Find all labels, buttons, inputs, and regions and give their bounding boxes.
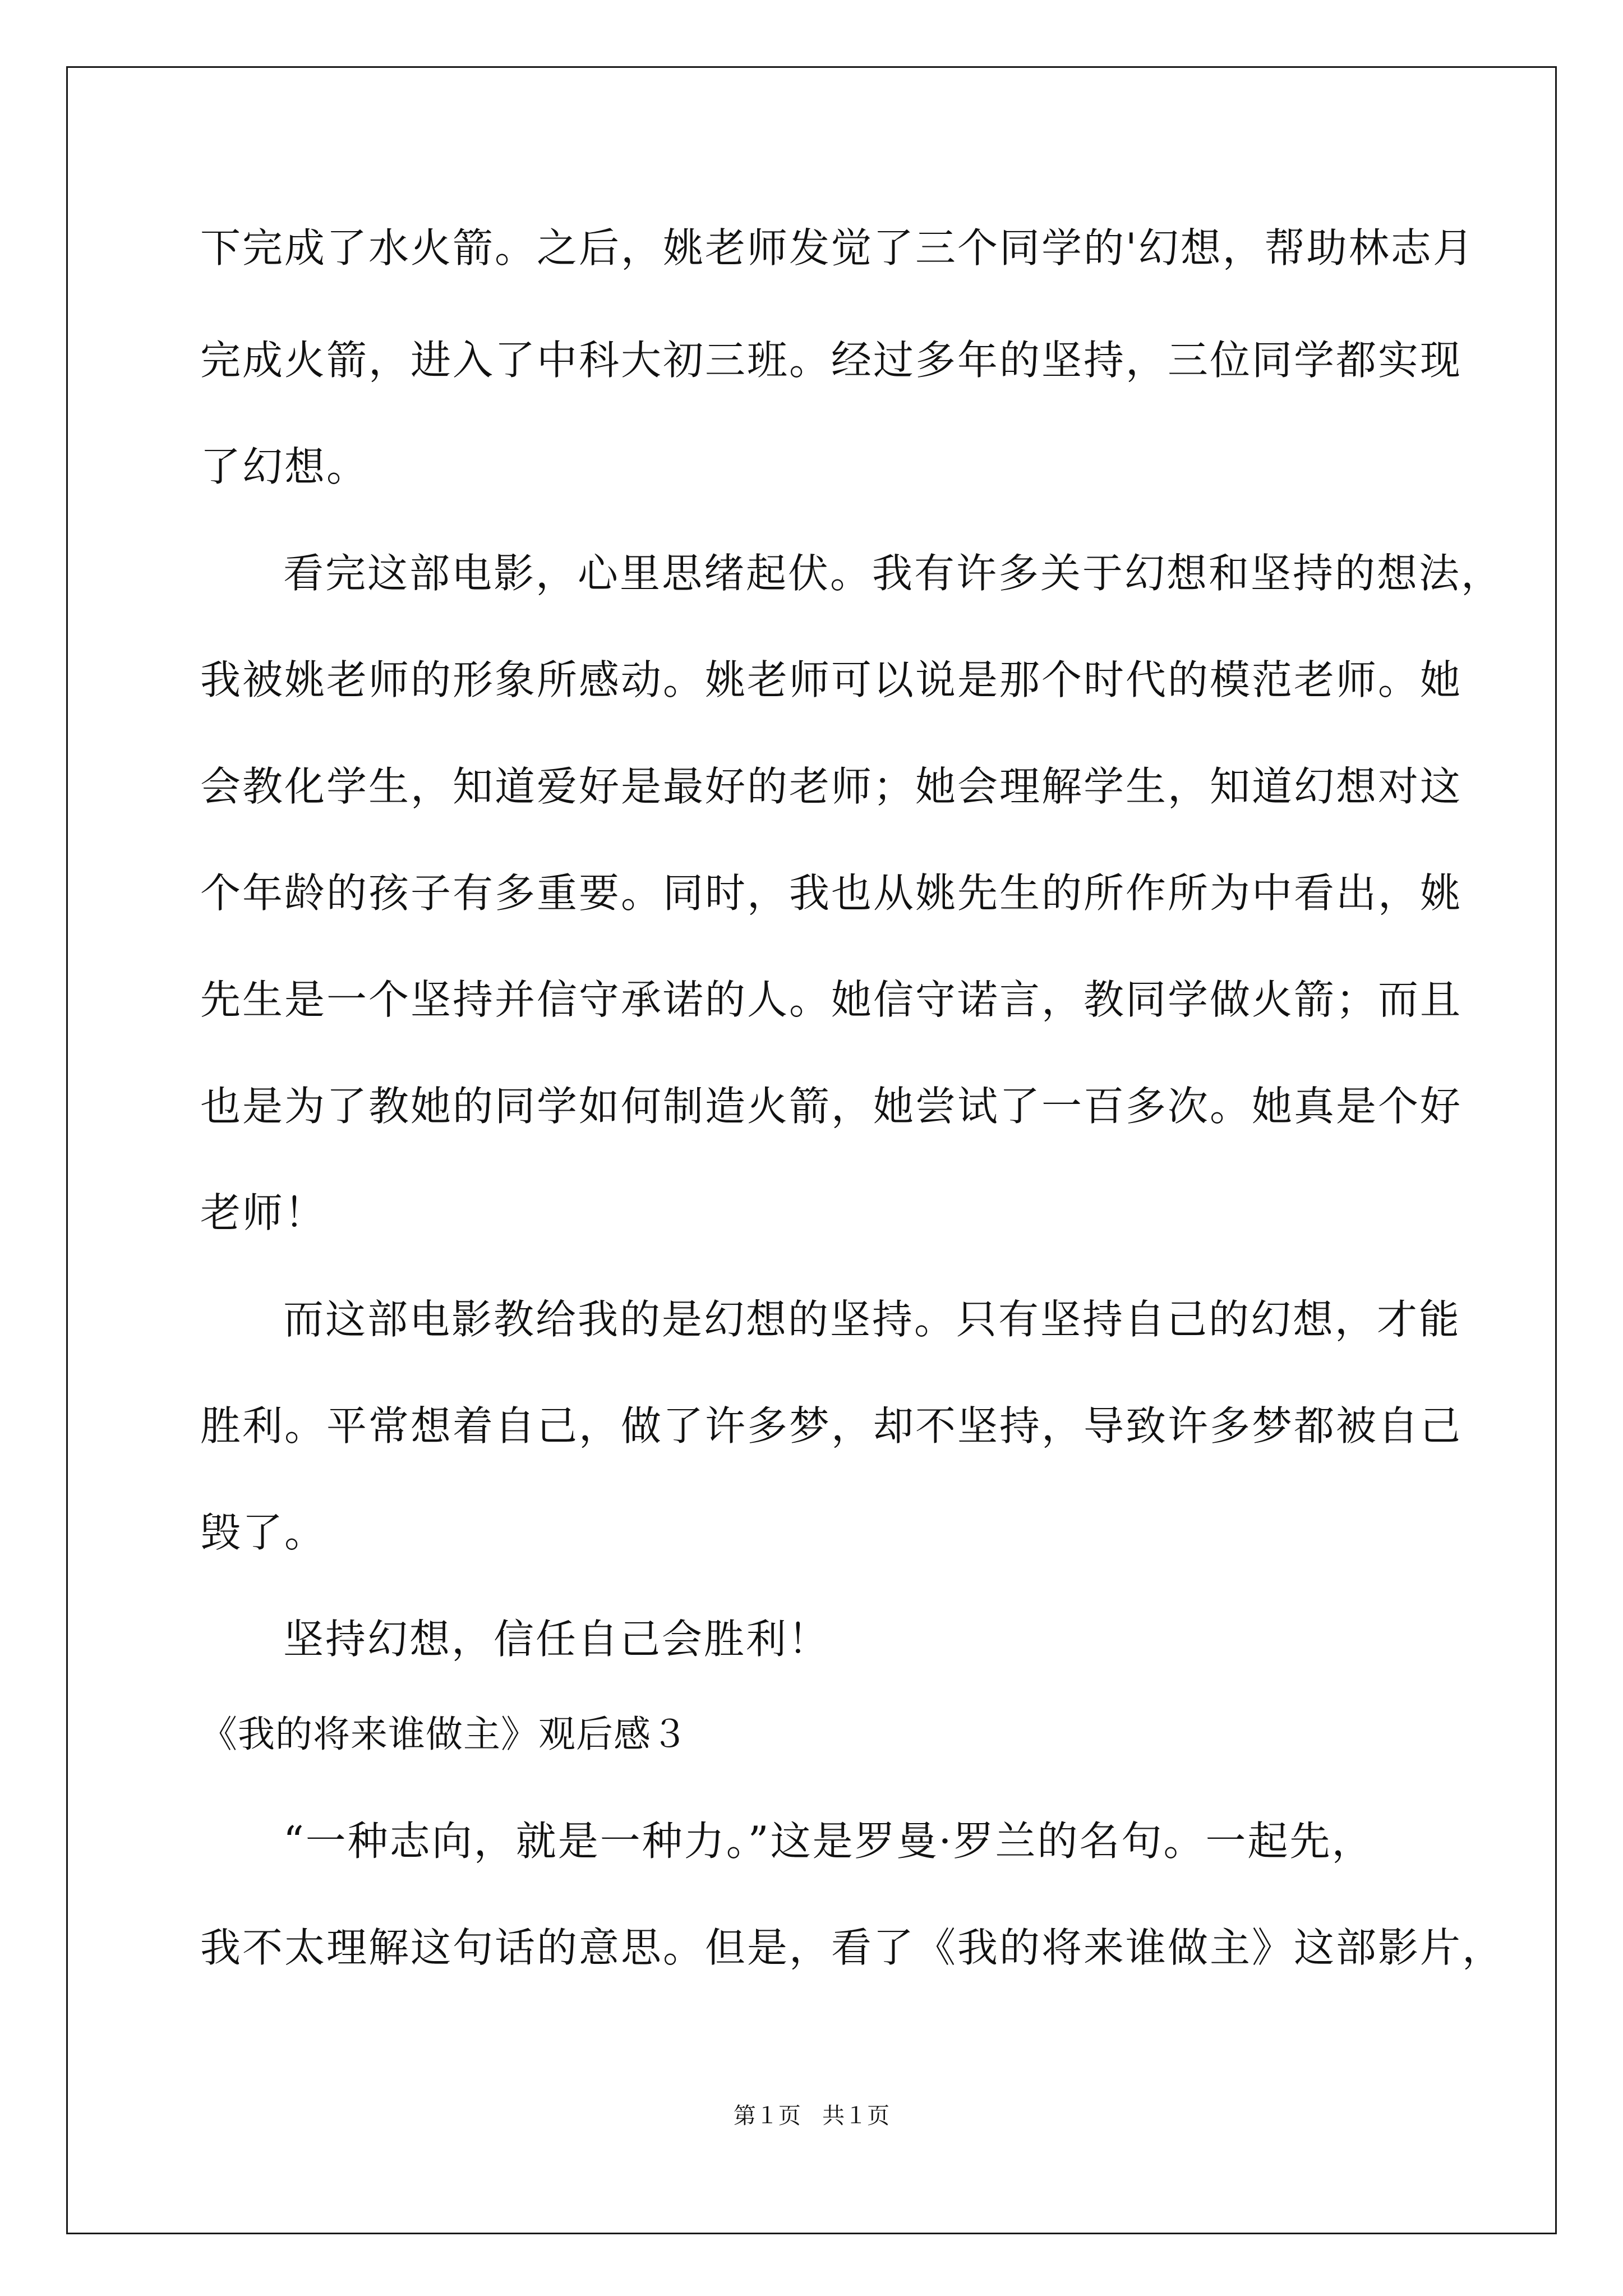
section-heading: 《我的将来谁做主》观后感３ <box>200 1713 689 1756</box>
text-line: 先生是一个坚持并信守承诺的人。她信守诺言，教同学做火箭；而且 <box>200 976 1463 1023</box>
text-line: 完成火箭，进入了中科大初三班。经过多年的坚持，三位同学都实现 <box>200 337 1463 384</box>
text-line: 毁了。 <box>200 1509 327 1556</box>
text-line: 个年龄的孩子有多重要。同时，我也从姚先生的所作所为中看出，姚 <box>200 869 1463 917</box>
paragraph-start-line: 而这部电影教给我的是幻想的坚持。只有坚持自己的幻想，才能 <box>283 1296 1461 1343</box>
text-line: 胜利。平常想着自己，做了许多梦，却不坚持，导致许多梦都被自己 <box>200 1402 1463 1450</box>
text-line: 也是为了教她的同学如何制造火箭，她尝试了一百多次。她真是个好 <box>200 1083 1463 1130</box>
text-line: 我不太理解这句话的意思。但是，看了《我的将来谁做主》这部影片， <box>200 1924 1505 1971</box>
text-line: 我被姚老师的形象所感动。姚老师可以说是那个时代的模范老师。她 <box>200 656 1463 703</box>
page-border <box>66 66 1557 2234</box>
paragraph-start-line: 看完这部电影，心里思绪起伏。我有许多关于幻想和坚持的想法， <box>283 550 1504 597</box>
text-line: 老师！ <box>200 1189 327 1236</box>
text-line: 下完成了水火箭。之后，姚老师发觉了三个同学的'幻想，帮助林志月 <box>200 224 1475 272</box>
page-footer: 第１页 共１页 <box>733 2103 890 2129</box>
text-line: 了幻想。 <box>200 443 369 490</box>
paragraph-start-line: 坚持幻想，信任自己会胜利！ <box>283 1616 831 1663</box>
paragraph-start-line: “一种志向，就是一种力。”这是罗曼·罗兰的名句。一起先， <box>283 1818 1374 1865</box>
text-line: 会教化学生，知道爱好是最好的老师；她会理解学生，知道幻想对这 <box>200 763 1463 810</box>
